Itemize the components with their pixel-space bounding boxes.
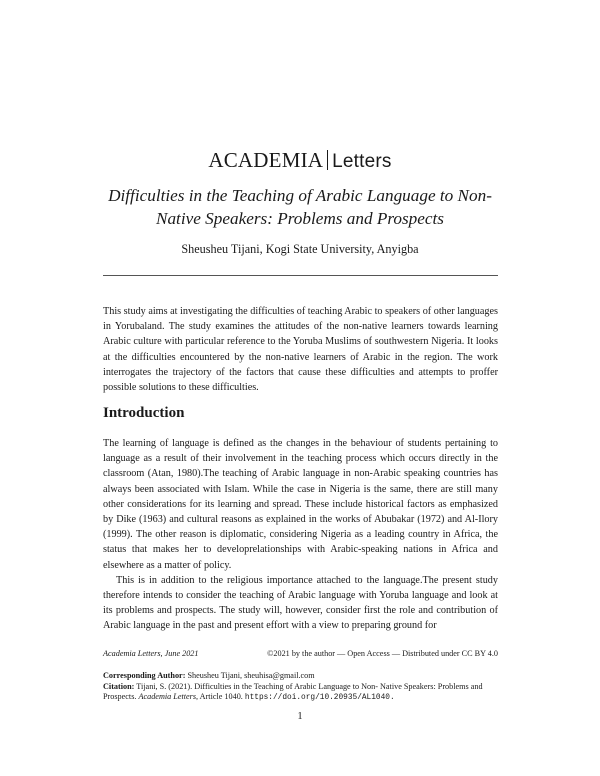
logo-brand: ACADEMIA <box>208 148 324 172</box>
logo-divider <box>327 150 328 170</box>
logo-section: Letters <box>332 151 392 172</box>
paper-title: Difficulties in the Teaching of Arabic Language to Non-Native Speakers: Problems and Prospects <box>108 186 492 228</box>
journal-date: Academia Letters, June 2021 <box>103 649 199 658</box>
section-heading: Introduction <box>103 405 185 421</box>
title-divider <box>103 275 498 276</box>
doi-link[interactable]: https://doi.org/10.20935/AL1040. <box>244 694 395 703</box>
license-notice: ©2021 by the author — Open Access — Distributed under CC BY 4.0 <box>267 649 498 658</box>
academia-letters-logo <box>0 148 600 173</box>
author-line: Sheusheu Tijani, Kogi State University, Anyigba <box>181 242 419 256</box>
footer-notes <box>103 671 498 704</box>
corresponding-author <box>103 671 498 682</box>
corresponding-value: Sheusheu Tijani, sheuhisa@gmail.com <box>187 671 315 680</box>
corresponding-label: Corresponding Author: <box>103 671 186 680</box>
abstract: This study aims at investigating the difficulties of teaching Arabic to speakers of other languages in Yorubaland. The study examines the attitudes of the non-native learners towards learning Arabic culture with particular reference to the Yoruba Muslims of southwestern Nigeria. It looks at the difficulties encountered by the non-native learners of Arabic in the region. The work interrogates the trajectory of the factors that cause these difficulties and attempts to proffer possible solutions to these difficulties. <box>103 306 498 394</box>
paragraph: The learning of language is defined as the changes in the behaviour of students pertaining to language as a result of their involvement in the teaching process which occurs directly in the classroom (Atan, 1980).The teaching of Arabic language in non-Arabic speaking countries has always been associated with Islam. While the case in Nigeria is the same, there are still many other considerations for its learning and spread. These include historical factors as emphasized by Dike (1963) and cultural reasons as explained in the works of Abubakar (1972) and Al-Ilory (1999). The other reason is diplomatic, considering Nigeria as a leading country in Africa, the status that makes her to developrelationships with Arabic-speaking nations in Africa and elsewhere as a matter of policy. <box>103 438 498 571</box>
citation-article: , Article 1040. <box>196 692 243 702</box>
citation-label: Citation: <box>103 681 135 691</box>
page-number: 1 <box>297 711 303 722</box>
citation <box>103 682 498 704</box>
paragraph: This is in addition to the religious importance attached to the language.The present study therefore intends to consider the teaching of Arabic language with Yoruba language and look at its problems and prospects. The study will, however, consider first the role and contribution of Arabic language in the past and present effort with a view to preparing ground for <box>103 574 498 632</box>
introduction-body <box>103 436 498 634</box>
citation-journal: Academia Letters <box>138 692 197 702</box>
citation-text: Tijani, S. (2021). Difficulties in the Teaching of Arabic Language to Non- Native Speakers: Problems and Prospects. <box>103 681 483 702</box>
